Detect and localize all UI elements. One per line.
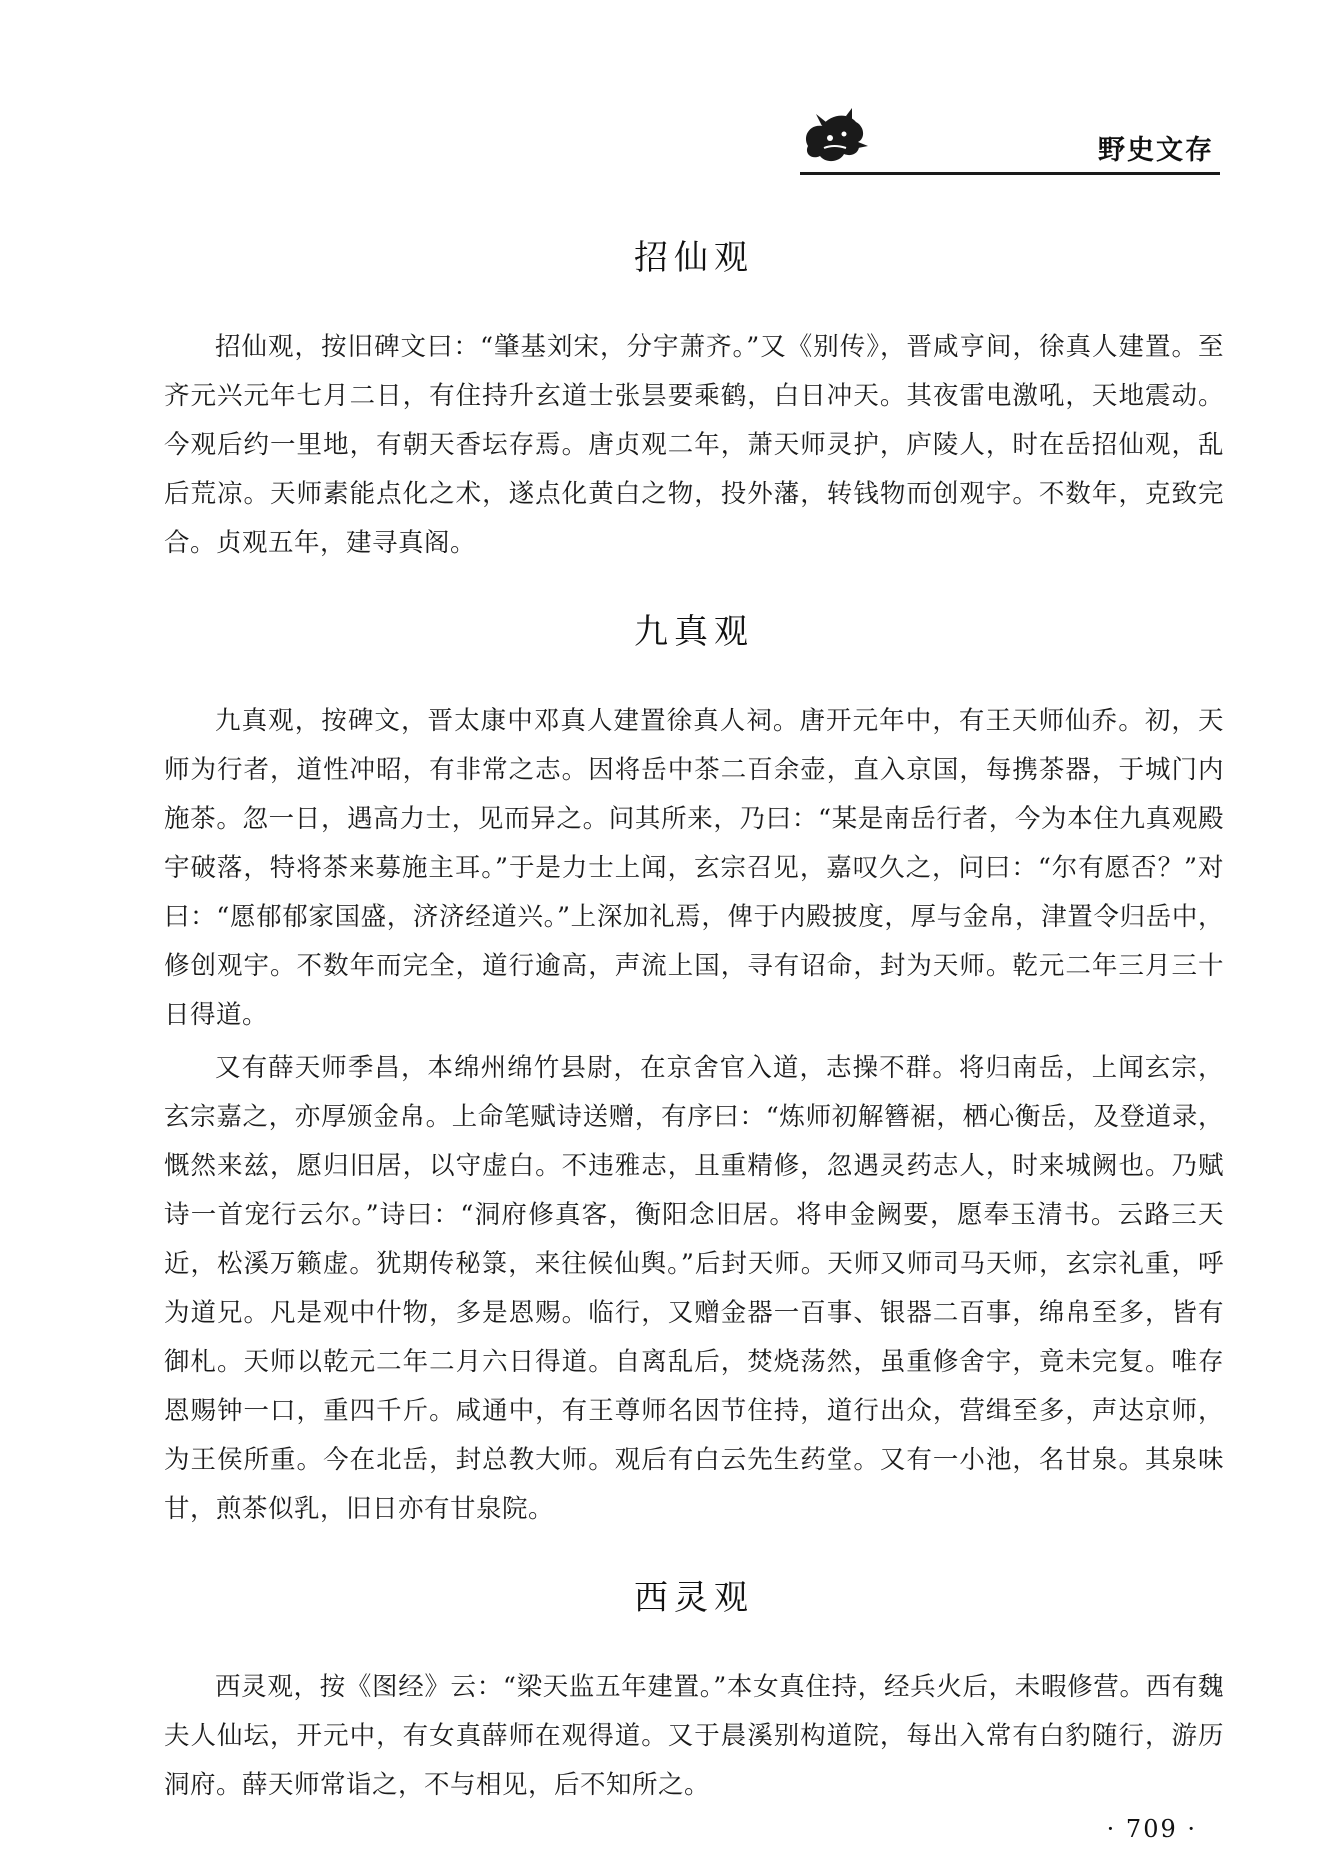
paragraph: 招仙观，按旧碑文曰：“肇基刘宋，分宇萧齐。”又《别传》，晋咸亨间，徐真人建置。至齐元兴元年七月二日，有住持升玄道士张昙要乘鹤，白日冲天。其夜雷电激吼，天地震动。今观后约一里地，有朝天香坛存焉。唐贞观二年，萧天师灵护，庐陵人，时在岳招仙观，乱后荒凉。天师素能点化之术，遂点化黄白之物，投外藩，转钱物而创观宇。不数年，克致完合。贞观五年，建寻真阁。 xyxy=(164,332,1224,558)
section-zhaoxian xyxy=(164,230,1224,568)
section-xiling xyxy=(164,1570,1224,1810)
header-title: 野史文存 xyxy=(1098,135,1214,166)
paragraph: 西灵观，按《图经》云：“梁天监五年建置。”本女真住持，经兵火后，未暇修营。西有魏夫人仙坛，开元中，有女真薛师在观得道。又于晨溪别构道院，每出入常有白豹随行，游历洞府。薛天师常诣之，不与相见，后不知所之。 xyxy=(164,1672,1224,1800)
section-title: 西灵观 xyxy=(634,1578,754,1618)
section-jiuzhen xyxy=(164,604,1224,1534)
section-title: 招仙观 xyxy=(634,238,754,278)
document-body xyxy=(164,230,1224,1846)
page-number: · 709 · xyxy=(1106,1815,1197,1843)
dragon-emblem-icon xyxy=(800,106,870,168)
section-title: 九真观 xyxy=(634,612,754,652)
paragraph: 九真观，按碑文，晋太康中邓真人建置徐真人祠。唐开元年中，有王天师仙乔。初，天师为行者，道性冲昭，有非常之志。因将岳中茶二百余壶，直入京国，每携茶器，于城门内施茶。忽一日，遇高力士，见而异之。问其所来，乃曰：“某是南岳行者，今为本住九真观殿宇破落，特将茶来募施主耳。”于是力士上闻，玄宗召见，嘉叹久之，问曰：“尔有愿否？”对曰：“愿郁郁家国盛，济济经道兴。”上深加礼焉，俾于内殿披度，厚与金帛，津置令归岳中，修创观宇。不数年而完全，道行逾高，声流上国，寻有诏命，封为天师。乾元二年三月三十日得道。 xyxy=(164,706,1224,1030)
running-header xyxy=(800,100,1220,175)
paragraph: 又有薛天师季昌，本绵州绵竹县尉，在京舍官入道，志操不群。将归南岳，上闻玄宗，玄宗嘉之，亦厚颁金帛。上命笔赋诗送赠，有序曰：“炼师初解簪裾，栖心衡岳，及登道录，慨然来兹，愿归旧居，以守虚白。不违雅志，且重精修，忽遇灵药志人，时来城阙也。乃赋诗一首宠行云尔。”诗曰：“洞府修真客，衡阳念旧居。将申金阙要，愿奉玉清书。云路三天近，松溪万籁虚。犹期传秘箓，来往候仙舆。”后封天师。天师又师司马天师，玄宗礼重，呼为道兄。凡是观中什物，多是恩赐。临行，又赠金器一百事、银器二百事，绵帛至多，皆有御札。天师以乾元二年二月六日得道。自离乱后，焚烧荡然，虽重修舍宇，竟未完复。唯存恩赐钟一口，重四千斤。咸通中，有王尊师名因节住持，道行出众，营缉至多，声达京师，为王侯所重。今在北岳，封总教大师。观后有白云先生药堂。又有一小池，名甘泉。其泉味甘，煎茶似乳，旧日亦有甘泉院。 xyxy=(164,1053,1224,1524)
